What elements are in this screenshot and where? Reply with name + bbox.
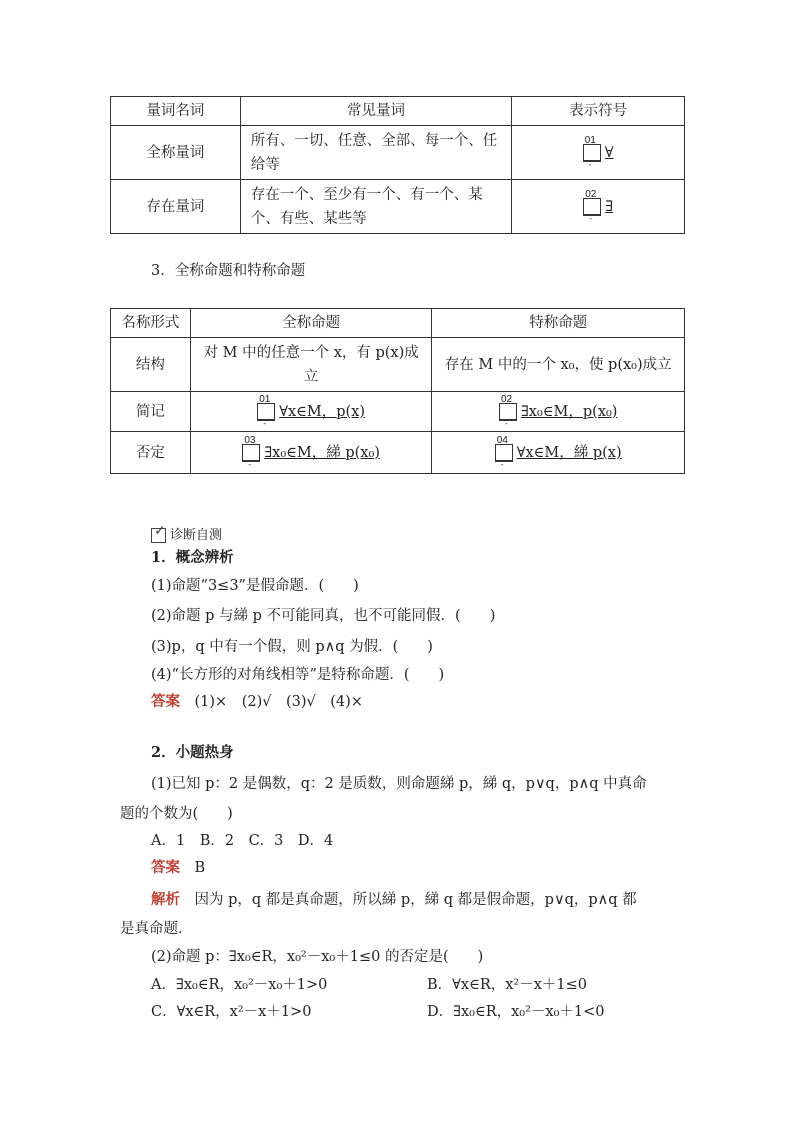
quantifier-name: 全称量词 [111, 126, 241, 180]
existential-shorthand: ∃x₀∈M，p(x₀) [520, 403, 618, 420]
q2-explain-line [151, 890, 637, 910]
section-title: 3．全称命题和特称命题 [151, 263, 306, 279]
q2-option-b: B．∀x∈R，x²－x＋1≤0 [427, 977, 588, 993]
q2-option-d: D．∃x₀∈R，x₀²－x₀＋1<0 [427, 1004, 605, 1020]
q2-option-c: C．∀x∈R，x²－x＋1>0 [151, 1004, 312, 1020]
quantifier-name: 存在量词 [111, 180, 241, 234]
answer-blank: 01 - [257, 403, 275, 421]
check-box-icon [151, 528, 166, 543]
table-row [111, 392, 685, 432]
quantifier-table [110, 96, 685, 234]
row-label: 结构 [111, 338, 191, 392]
q1-answer: (1)× (2)√ (3)√ (4)× [194, 694, 363, 710]
q2-p1-options: A．1 B．2 C．3 D．4 [151, 833, 334, 849]
header-cell: 特称命题 [432, 309, 685, 338]
q2-answer-line [151, 858, 205, 878]
quantifier-symbol-cell [512, 180, 685, 234]
answer-blank: 02 - [499, 403, 517, 421]
universal-shorthand: ∀x∈M，p(x) [279, 403, 366, 420]
quantifier-symbol: ∀ [604, 144, 614, 161]
answer-blank: 04 - [495, 444, 513, 462]
q2-option-a: A．∃x₀∈R，x₀²－x₀＋1>0 [151, 977, 328, 993]
table-row [111, 338, 685, 392]
existential-structure: 存在 M 中的一个 x₀，使 p(x₀)成立 [432, 338, 685, 392]
table-header-row [111, 97, 685, 126]
table-row [111, 126, 685, 180]
quantifier-common: 所有、一切、任意、全部、每一个、任给等 [240, 126, 512, 180]
existential-shorthand-cell [432, 392, 685, 432]
header-cell: 名称形式 [111, 309, 191, 338]
header-cell: 全称命题 [190, 309, 432, 338]
q2-explain-line: 是真命题． [120, 921, 193, 937]
universal-structure: 对 M 中的任意一个 x，有 p(x)成立 [190, 338, 432, 392]
header-cell: 表示符号 [512, 97, 685, 126]
diagnosis-title: 诊断自测 [170, 528, 223, 543]
q2-p2-stem: (2)命题 p：∃x₀∈R，x₀²－x₀＋1≤0 的否定是( ) [151, 949, 484, 965]
answer-label: 答案 [151, 859, 180, 876]
q1-item: (4)“长方形的对角线相等”是特称命题．( ) [151, 667, 445, 683]
q2-answer: B [194, 860, 206, 876]
answer-blank: 01 - [583, 144, 601, 162]
universal-shorthand-cell [190, 392, 432, 432]
q1-item: (1)命题“3≤3”是假命题．( ) [151, 578, 359, 594]
q1-item: (3)p，q 中有一个假，则 p∧q 为假．( ) [151, 639, 433, 655]
header-cell: 常见量词 [240, 97, 512, 126]
q2-explain: 因为 p，q 都是真命题，所以綈 p，綈 q 都是假命题，p∨q，p∧q 都 [194, 892, 637, 908]
row-label: 否定 [111, 432, 191, 474]
universal-negation: ∃x₀∈M，綈 p(x₀) [264, 444, 380, 461]
existential-negation-cell [432, 432, 685, 474]
answer-blank: 03 - [242, 444, 260, 462]
q2-p1-line: (1)已知 p：2 是偶数，q：2 是质数，则命题綈 p，綈 q，p∨q，p∧q 中真命 [151, 776, 647, 792]
existential-negation: ∀x∈M，綈 p(x) [516, 444, 622, 461]
table-row [111, 180, 685, 234]
table-row [111, 432, 685, 474]
quantifier-symbol: ∃ [605, 198, 614, 215]
table-header-row [111, 309, 685, 338]
q2-p1-line: 题的个数为( ) [120, 806, 233, 822]
proposition-table [110, 308, 685, 474]
q1-answer-line [151, 692, 363, 712]
answer-blank: 02 - [583, 198, 601, 216]
q2-title: 2．小题热身 [151, 744, 234, 761]
quantifier-common: 存在一个、至少有一个、有一个、某个、有些、某些等 [240, 180, 512, 234]
quantifier-symbol-cell [512, 126, 685, 180]
answer-label: 答案 [151, 693, 180, 710]
row-label: 简记 [111, 392, 191, 432]
explain-label: 解析 [151, 891, 180, 908]
q1-item: (2)命题 p 与綈 p 不可能同真，也不可能同假．( ) [151, 608, 496, 624]
diagnosis-header [151, 524, 222, 543]
q1-title: 1．概念辨析 [151, 549, 234, 566]
header-cell: 量词名词 [111, 97, 241, 126]
universal-negation-cell [190, 432, 432, 474]
